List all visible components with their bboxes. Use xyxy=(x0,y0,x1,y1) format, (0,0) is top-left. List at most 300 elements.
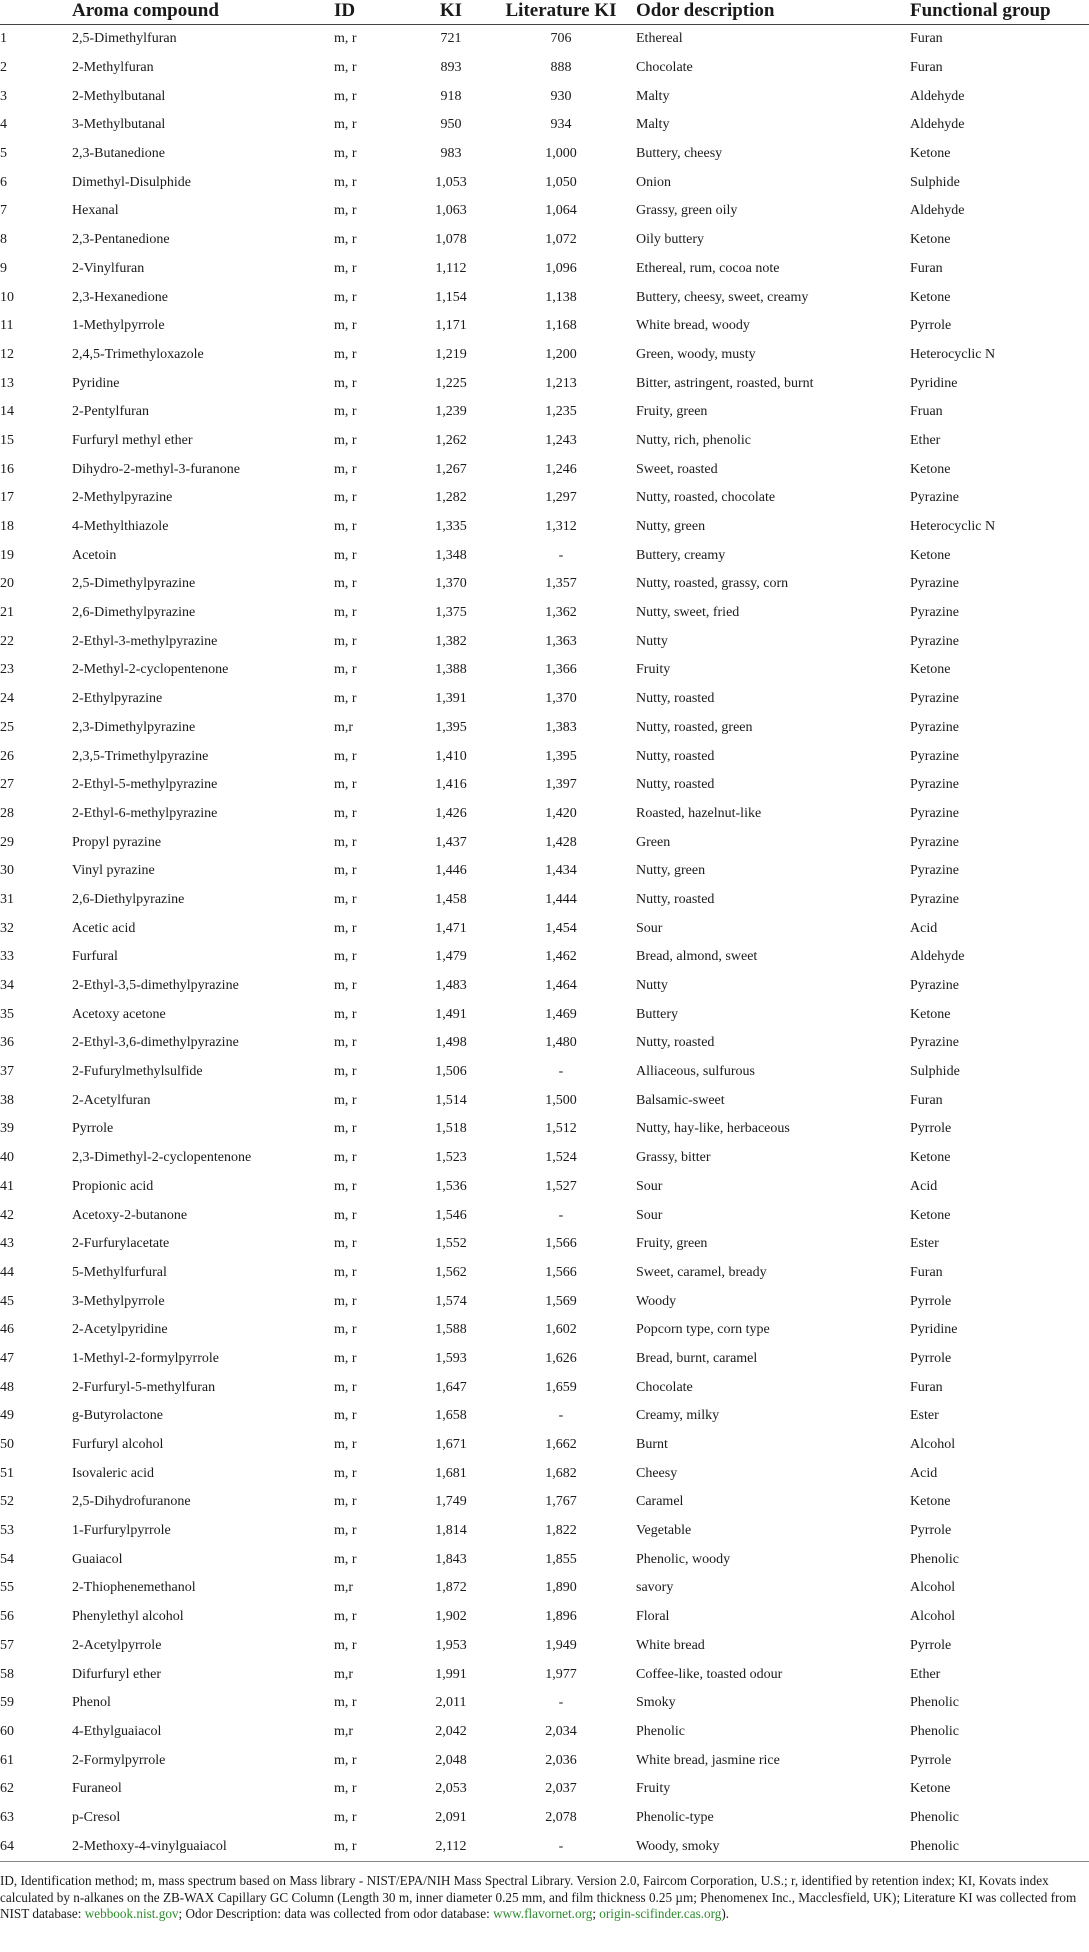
cell-id: m, r xyxy=(334,1781,357,1797)
cell-id: m, r xyxy=(334,490,357,506)
cell-number: 20 xyxy=(0,576,14,592)
cell-compound: 2-Methyl-2-cyclopentenone xyxy=(72,662,229,678)
cell-literature-ki: 2,037 xyxy=(545,1781,577,1797)
cell-odor: Sour xyxy=(636,920,663,936)
header-functional-group: Functional group xyxy=(910,0,1051,21)
cell-group: Acid xyxy=(910,1178,938,1194)
table-row xyxy=(0,943,1089,972)
cell-literature-ki: 1,138 xyxy=(545,289,577,305)
cell-odor: Woody, smoky xyxy=(626,1832,896,1861)
cell-id: m, r xyxy=(334,748,357,764)
cell-literature-ki: 1,297 xyxy=(545,490,577,506)
cell-id: m, r xyxy=(334,834,357,850)
cell-literature-ki: 1,444 xyxy=(545,891,577,907)
cell-odor: Nutty, roasted xyxy=(636,748,715,764)
cell-literature-ki: - xyxy=(558,1695,564,1711)
cell-ki: 1,410 xyxy=(435,748,467,764)
cell-group: Phenolic xyxy=(910,1695,959,1711)
cell-ki: 1,953 xyxy=(435,1637,467,1653)
cell-compound: 2,3,5-Trimethylpyrazine xyxy=(72,748,209,764)
table-row xyxy=(0,1345,1089,1374)
cell-group: Ketone xyxy=(910,662,951,678)
cell-number: 33 xyxy=(0,949,14,965)
cell-number: 47 xyxy=(0,1350,14,1366)
cell-number: 29 xyxy=(0,834,14,850)
cell-literature-ki: 1,096 xyxy=(545,260,577,276)
cell-compound: 2-Furfurylacetate xyxy=(72,1236,170,1252)
cell-literature-ki: - xyxy=(558,1064,564,1080)
cell-group: Alcohol xyxy=(910,1437,956,1453)
cell-number: 28 xyxy=(0,805,14,821)
table-row xyxy=(0,886,1089,915)
cell-group: Pyrazine xyxy=(910,691,959,707)
cell-ki: 1,382 xyxy=(435,633,467,649)
cell-id: m, r xyxy=(334,920,357,936)
cell-ki: 983 xyxy=(440,146,462,162)
table-row xyxy=(0,742,1089,771)
flavornet-link[interactable]: www.flavornet.org xyxy=(493,1906,593,1921)
cell-number: 39 xyxy=(0,1121,14,1137)
cell-group: Pyridine xyxy=(910,1322,958,1338)
cell-number: 7 xyxy=(0,203,7,219)
cell-group: Pyrazine xyxy=(910,978,959,994)
cell-id: m, r xyxy=(334,1236,357,1252)
cell-odor: Sour xyxy=(636,1207,663,1223)
table-row xyxy=(0,283,1089,312)
cell-odor: Bread, burnt, caramel xyxy=(636,1350,758,1366)
cell-compound: p-Cresol xyxy=(72,1809,121,1825)
cell-ki: 1,370 xyxy=(435,576,467,592)
cell-odor: Phenolic-type xyxy=(636,1809,714,1825)
cell-odor: Green xyxy=(636,834,671,850)
cell-group: Ether xyxy=(910,1666,941,1682)
cell-id: m, r xyxy=(334,633,357,649)
cell-id: m, r xyxy=(334,1809,357,1825)
cell-group: Pyrazine xyxy=(910,605,959,621)
cell-compound: Furaneol xyxy=(72,1781,122,1797)
cell-group: Pyrrole xyxy=(910,1637,952,1653)
cell-number: 62 xyxy=(0,1781,14,1797)
cell-literature-ki: 1,064 xyxy=(545,203,577,219)
cell-number: 51 xyxy=(0,1465,14,1481)
cell-literature-ki: - xyxy=(496,1832,626,1861)
cell-group: Ketone xyxy=(910,461,951,477)
cell-ki: 950 xyxy=(440,117,462,133)
cell-compound: 2,3-Hexanedione xyxy=(72,289,169,305)
cell-ki: 1,523 xyxy=(435,1150,467,1166)
cell-compound: 5-Methylfurfural xyxy=(72,1264,167,1280)
table-row xyxy=(0,111,1089,140)
cell-id: m, r xyxy=(334,346,357,362)
cell-compound: Acetoxy acetone xyxy=(72,1006,166,1022)
cell-number: 1 xyxy=(0,31,7,47)
cell-id: m, r xyxy=(334,1121,357,1137)
cell-id: m, r xyxy=(334,1832,406,1861)
table-row xyxy=(0,857,1089,886)
header-aroma-compound: Aroma compound xyxy=(72,0,219,21)
cell-compound: 2,3-Dimethylpyrazine xyxy=(72,719,196,735)
cell-group: Ketone xyxy=(910,232,951,248)
header-ki: KI xyxy=(439,0,463,21)
cell-ki: 2,091 xyxy=(435,1809,467,1825)
table-row xyxy=(0,513,1089,542)
table-row xyxy=(0,484,1089,513)
cell-odor: Malty xyxy=(636,88,670,104)
cell-odor: Popcorn type, corn type xyxy=(636,1322,770,1338)
cell-compound: 2,4,5-Trimethyloxazole xyxy=(72,346,204,362)
cell-ki: 1,552 xyxy=(435,1236,467,1252)
cell-id: m, r xyxy=(334,260,357,276)
cell-group: Heterocyclic N xyxy=(910,346,996,362)
cell-group: Ester xyxy=(910,1408,939,1424)
cell-compound: 2,3-Butanedione xyxy=(72,146,165,162)
cell-ki: 1,671 xyxy=(435,1437,467,1453)
cell-number: 55 xyxy=(0,1580,14,1596)
cell-number: 42 xyxy=(0,1207,14,1223)
cell-literature-ki: 1,464 xyxy=(545,978,577,994)
cell-group: Pyrrole xyxy=(910,1293,952,1309)
cell-ki: 1,219 xyxy=(435,346,467,362)
cell-literature-ki: 1,662 xyxy=(545,1437,577,1453)
cell-odor: Nutty, green xyxy=(636,863,706,879)
cell-literature-ki: 1,462 xyxy=(545,949,577,965)
cell-ki: 1,506 xyxy=(435,1064,467,1080)
cell-group: Ketone xyxy=(910,1781,951,1797)
cell-ki: 1,458 xyxy=(435,891,467,907)
cell-odor: Ethereal, rum, cocoa note xyxy=(636,260,780,276)
cell-compound: Furfuryl alcohol xyxy=(72,1437,164,1453)
cell-number: 61 xyxy=(0,1752,14,1768)
cell-compound: 2,6-Dimethylpyrazine xyxy=(72,605,196,621)
cell-number: 41 xyxy=(0,1178,14,1194)
cell-odor: Vegetable xyxy=(636,1523,692,1539)
cell-literature-ki: 1,050 xyxy=(545,174,577,190)
header-odor-description: Odor description xyxy=(636,0,775,21)
cell-group: Pyrrole xyxy=(910,1523,952,1539)
table-row xyxy=(0,570,1089,599)
cell-literature-ki: 1,890 xyxy=(545,1580,577,1596)
cell-group: Ketone xyxy=(910,547,951,563)
cell-odor: Phenolic, woody xyxy=(636,1551,731,1567)
cell-group: Pyrrole xyxy=(910,1350,952,1366)
cell-literature-ki: 1,977 xyxy=(545,1666,577,1682)
cell-literature-ki: 1,000 xyxy=(545,146,577,162)
cell-odor: Nutty, roasted xyxy=(636,777,715,793)
cell-ki: 1,063 xyxy=(435,203,467,219)
cell-number: 12 xyxy=(0,346,14,362)
cell-compound: Difurfuryl ether xyxy=(72,1666,162,1682)
nist-webbook-link[interactable]: webbook.nist.gov xyxy=(84,1906,179,1921)
cell-number: 46 xyxy=(0,1322,14,1338)
cell-odor: Creamy, milky xyxy=(636,1408,720,1424)
cell-odor: Buttery, cheesy, sweet, creamy xyxy=(636,289,809,305)
cell-compound: 2-Acetylfuran xyxy=(72,1092,151,1108)
cell-literature-ki: 1,527 xyxy=(545,1178,577,1194)
cell-compound: Dimethyl-Disulphide xyxy=(72,174,191,190)
cell-odor: Nutty, hay-like, herbaceous xyxy=(636,1121,790,1137)
cell-literature-ki: - xyxy=(558,1408,564,1424)
header-literature-ki: Literature KI xyxy=(505,0,617,21)
table-row xyxy=(0,828,1089,857)
cell-compound: Dihydro-2-methyl-3-furanone xyxy=(72,461,240,477)
cell-odor: Ethereal xyxy=(636,31,683,47)
cell-odor: Caramel xyxy=(636,1494,684,1510)
cell-literature-ki: 1,363 xyxy=(545,633,577,649)
cell-compound: 2-Methylfuran xyxy=(72,60,154,76)
cell-odor: Nutty, roasted xyxy=(636,1035,715,1051)
cell-odor: Phenolic xyxy=(636,1723,685,1739)
cell-number: 4 xyxy=(0,117,7,133)
table-row xyxy=(0,1746,1089,1775)
cell-number: 58 xyxy=(0,1666,14,1682)
footnote-text-mid: ; Odor Description: data was collected from odor database: xyxy=(178,1906,494,1921)
cell-number: 34 xyxy=(0,978,14,994)
cell-group: Pyrazine xyxy=(910,1035,959,1051)
cell-literature-ki: 1,469 xyxy=(545,1006,577,1022)
cell-ki: 1,437 xyxy=(435,834,467,850)
table-row xyxy=(0,914,1089,943)
cell-ki: 1,546 xyxy=(435,1207,467,1223)
table-row xyxy=(0,1632,1089,1661)
cell-ki: 1,446 xyxy=(435,863,467,879)
cell-literature-ki: 1,362 xyxy=(545,605,577,621)
cell-compound: 2-Ethyl-3-methylpyrazine xyxy=(72,633,218,649)
cell-number: 6 xyxy=(0,174,7,190)
cell-odor: Bitter, astringent, roasted, burnt xyxy=(636,375,814,391)
cell-id: m, r xyxy=(334,174,357,190)
table-row xyxy=(0,714,1089,743)
cell-number: 17 xyxy=(0,490,14,506)
cell-odor: Buttery, cheesy xyxy=(636,146,723,162)
table-row xyxy=(0,455,1089,484)
cell-ki: 1,872 xyxy=(435,1580,467,1596)
cell-literature-ki: 1,312 xyxy=(545,519,577,535)
cell-group: Pyrazine xyxy=(910,834,959,850)
cell-literature-ki: 1,855 xyxy=(545,1551,577,1567)
cell-ki: 1,483 xyxy=(435,978,467,994)
cell-number: 38 xyxy=(0,1092,14,1108)
cell-number: 16 xyxy=(0,461,14,477)
cell-literature-ki: 1,896 xyxy=(545,1609,577,1625)
cell-id: m, r xyxy=(334,891,357,907)
cell-number: 25 xyxy=(0,719,14,735)
cell-id: m, r xyxy=(334,1494,357,1510)
cell-ki: 1,647 xyxy=(435,1379,467,1395)
cell-group: Pyridine xyxy=(910,375,958,391)
cell-number: 50 xyxy=(0,1437,14,1453)
cell-odor: Fruity xyxy=(636,1781,671,1797)
cell-group: Furan xyxy=(910,1264,943,1280)
cell-number: 26 xyxy=(0,748,14,764)
cell-group: Acid xyxy=(910,1465,938,1481)
table-row xyxy=(0,1201,1089,1230)
cell-id: m, r xyxy=(334,576,357,592)
cell-compound: Acetic acid xyxy=(72,920,136,936)
cell-group: Phenolic xyxy=(896,1832,1089,1861)
cell-id: m,r xyxy=(334,1723,354,1739)
cell-compound: 3-Methylpyrrole xyxy=(72,1293,165,1309)
table-row xyxy=(0,1517,1089,1546)
cell-literature-ki: 1,243 xyxy=(545,432,577,448)
cell-group: Aldehyde xyxy=(910,949,965,965)
cell-group: Furan xyxy=(910,1092,943,1108)
table-row xyxy=(0,1832,1089,1861)
cell-ki: 1,375 xyxy=(435,605,467,621)
cell-id: m, r xyxy=(334,777,357,793)
cell-group: Pyrazine xyxy=(910,863,959,879)
cell-odor: Bread, almond, sweet xyxy=(636,949,758,965)
cell-group: Sulphide xyxy=(910,174,960,190)
cell-literature-ki: 1,602 xyxy=(545,1322,577,1338)
cell-id: m, r xyxy=(334,1264,357,1280)
table-row xyxy=(0,1603,1089,1632)
cell-id: m, r xyxy=(334,1350,357,1366)
cell-group: Aldehyde xyxy=(910,203,965,219)
cell-group: Pyrrole xyxy=(910,318,952,334)
table-row xyxy=(0,255,1089,284)
cell-group: Furan xyxy=(910,31,943,47)
cell-number: 3 xyxy=(0,88,7,104)
cell-id: m, r xyxy=(334,1637,357,1653)
cell-number: 35 xyxy=(0,1006,14,1022)
cell-literature-ki: 1,168 xyxy=(545,318,577,334)
cell-group: Ketone xyxy=(910,1494,951,1510)
cell-literature-ki: 706 xyxy=(550,31,572,47)
cell-literature-ki: 1,366 xyxy=(545,662,577,678)
cell-group: Sulphide xyxy=(910,1064,960,1080)
cell-id: m, r xyxy=(334,863,357,879)
cell-number: 8 xyxy=(0,232,7,248)
cell-group: Ether xyxy=(910,432,941,448)
cell-ki: 1,416 xyxy=(435,777,467,793)
cell-compound: Guaiacol xyxy=(72,1551,123,1567)
cell-id: m, r xyxy=(334,1695,357,1711)
cell-number: 54 xyxy=(0,1551,14,1567)
cell-compound: Hexanal xyxy=(72,203,119,219)
cell-number: 53 xyxy=(0,1523,14,1539)
table-row xyxy=(0,312,1089,341)
cell-group: Acid xyxy=(910,920,938,936)
cell-compound: 2-Pentylfuran xyxy=(72,404,149,420)
cell-compound: 2,3-Dimethyl-2-cyclopentenone xyxy=(72,1150,252,1166)
cell-odor: Buttery, creamy xyxy=(636,547,726,563)
cell-id: m, r xyxy=(334,1465,357,1481)
cell-odor: White bread xyxy=(636,1637,705,1653)
cell-compound: 4-Ethylguaiacol xyxy=(72,1723,162,1739)
cell-ki: 1,335 xyxy=(435,519,467,535)
cell-odor: White bread, woody xyxy=(636,318,750,334)
cell-id: m, r xyxy=(334,1207,357,1223)
cell-ki: 1,588 xyxy=(435,1322,467,1338)
footnote-end: ). xyxy=(721,1906,730,1921)
table-row xyxy=(0,1173,1089,1202)
cell-odor: Green, woody, musty xyxy=(636,346,756,362)
table-row xyxy=(0,398,1089,427)
cell-group: Ketone xyxy=(910,1006,951,1022)
cell-compound: 2,6-Diethylpyrazine xyxy=(72,891,185,907)
table-footnote xyxy=(0,1873,1089,1923)
header-id: ID xyxy=(334,0,356,21)
cell-odor: Sweet, caramel, bready xyxy=(636,1264,767,1280)
cell-number: 19 xyxy=(0,547,14,563)
header-number xyxy=(0,0,72,24)
table-row xyxy=(0,427,1089,456)
cell-odor: Chocolate xyxy=(636,1379,693,1395)
cell-literature-ki: 1,480 xyxy=(545,1035,577,1051)
cell-number: 13 xyxy=(0,375,14,391)
cell-number: 45 xyxy=(0,1293,14,1309)
table-row xyxy=(0,656,1089,685)
cell-literature-ki: 1,434 xyxy=(545,863,577,879)
cell-id: m, r xyxy=(334,662,357,678)
cell-odor: savory xyxy=(636,1580,674,1596)
cell-id: m, r xyxy=(334,1551,357,1567)
cell-group: Ketone xyxy=(910,1207,951,1223)
cell-group: Pyrazine xyxy=(910,719,959,735)
cell-literature-ki: 1,200 xyxy=(545,346,577,362)
cell-id: m, r xyxy=(334,404,357,420)
cell-compound: 3-Methylbutanal xyxy=(72,117,166,133)
cell-id: m, r xyxy=(334,1035,357,1051)
cell-ki: 1,491 xyxy=(435,1006,467,1022)
table-row xyxy=(0,800,1089,829)
cell-ki: 1,078 xyxy=(435,232,467,248)
cell-literature-ki: 1,395 xyxy=(545,748,577,764)
cell-id: m, r xyxy=(334,461,357,477)
cell-number: 37 xyxy=(0,1064,14,1080)
cell-compound: 2-Ethylpyrazine xyxy=(72,691,163,707)
cell-id: m, r xyxy=(334,1437,357,1453)
cell-literature-ki: 1,213 xyxy=(545,375,577,391)
cell-literature-ki: 1,659 xyxy=(545,1379,577,1395)
table-header-row xyxy=(0,0,1089,24)
cell-ki: 1,225 xyxy=(435,375,467,391)
cell-literature-ki: 1,524 xyxy=(545,1150,577,1166)
cell-compound: 1-Furfurylpyrrole xyxy=(72,1523,171,1539)
footnote-separator: ; xyxy=(592,1906,600,1921)
cell-number: 59 xyxy=(0,1695,14,1711)
cell-ki: 1,348 xyxy=(435,547,467,563)
cell-literature-ki: 1,428 xyxy=(545,834,577,850)
cell-id: m, r xyxy=(334,1178,357,1194)
cell-compound: 2-Thiophenemethanol xyxy=(72,1580,196,1596)
cell-id: m, r xyxy=(334,1293,357,1309)
scifinder-link[interactable]: origin-scifinder.cas.org xyxy=(599,1906,722,1921)
cell-id: m, r xyxy=(334,203,357,219)
cell-id: m, r xyxy=(334,949,357,965)
cell-number: 48 xyxy=(0,1379,14,1395)
cell-compound: 2-Vinylfuran xyxy=(72,260,145,276)
cell-group: Pyrazine xyxy=(910,748,959,764)
cell-odor: Smoky xyxy=(636,1695,676,1711)
cell-odor: Woody xyxy=(636,1293,677,1309)
table-row xyxy=(0,1058,1089,1087)
table-body xyxy=(0,25,1089,1862)
table-row xyxy=(0,82,1089,111)
cell-id: m, r xyxy=(334,146,357,162)
cell-group: Heterocyclic N xyxy=(910,519,996,535)
cell-compound: 2-Ethyl-3,6-dimethylpyrazine xyxy=(72,1035,239,1051)
table-row xyxy=(0,1230,1089,1259)
cell-odor: Chocolate xyxy=(636,60,693,76)
cell-number: 63 xyxy=(0,1809,14,1825)
cell-id: m,r xyxy=(334,719,354,735)
cell-ki: 1,154 xyxy=(435,289,467,305)
table-row xyxy=(0,197,1089,226)
cell-group: Pyrazine xyxy=(910,891,959,907)
cell-odor: Nutty xyxy=(636,633,668,649)
cell-odor: Floral xyxy=(636,1609,670,1625)
